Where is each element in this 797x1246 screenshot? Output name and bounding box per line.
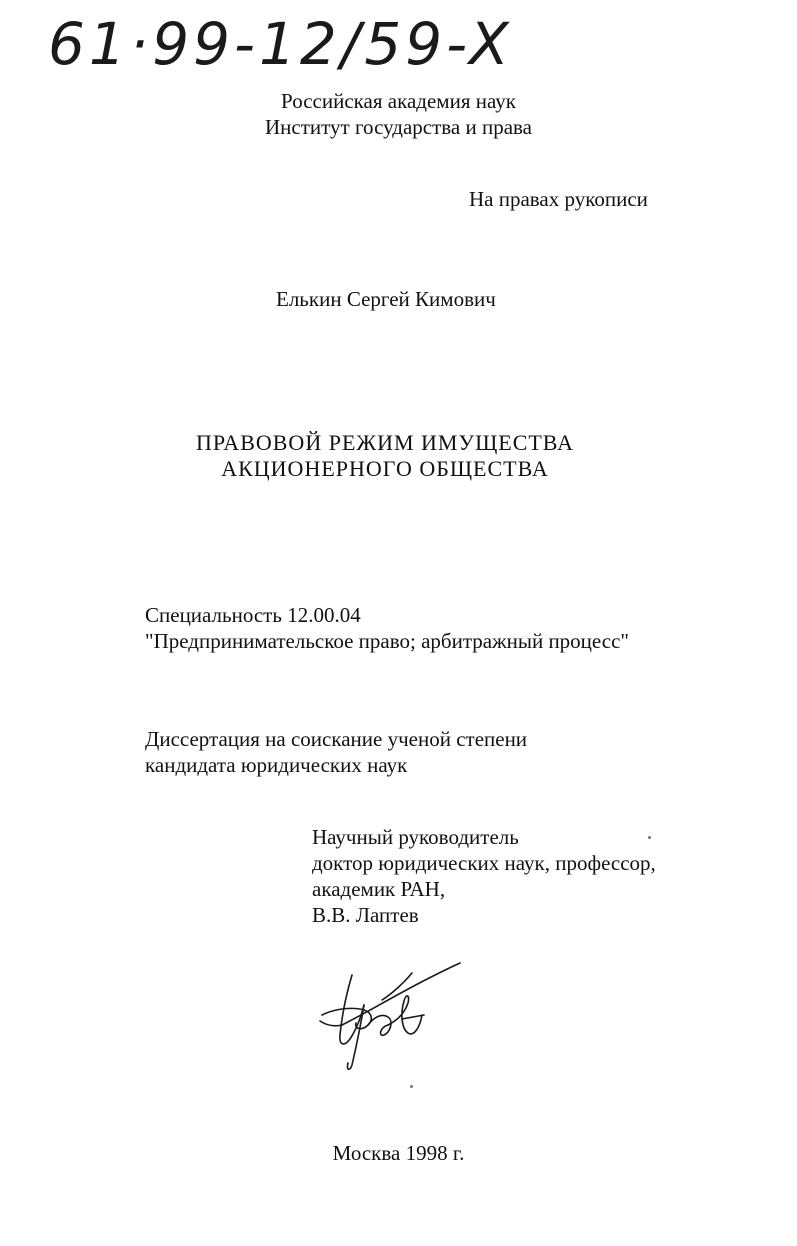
signature [312,955,472,1075]
thesis-title-line1: ПРАВОВОЙ РЕЖИМ ИМУЩЕСТВА [196,430,574,455]
supervisor-label: Научный руководитель [312,825,519,849]
thesis-title-line2: АКЦИОНЕРНОГО ОБЩЕСТВА [221,456,549,481]
institute-name: Институт государства и права [264,115,533,139]
handwritten-number-drawing [48,4,608,84]
specialty-code: Специальность 12.00.04 [145,603,361,627]
academy-name: Российская академия наук [281,89,516,113]
supervisor-name: В.В. Лаптев [312,903,419,927]
handwritten-catalog-number [48,4,608,84]
handwritten-number-text: 61·99-12/59-X [48,10,513,78]
dissertation-degree-line1: Диссертация на соискание ученой степени [145,727,528,751]
supervisor-rank: академик РАН, [312,877,446,901]
dissertation-degree-line2: кандидата юридических наук [145,753,408,777]
supervisor-degree: доктор юридических наук, профессор, [312,851,656,875]
manuscript-rights: На правах рукописи [469,187,648,211]
scan-speck [410,1085,413,1088]
city-year: Москва 1998 г. [332,1141,465,1165]
scan-speck [648,836,651,839]
author-name: Елькин Сергей Кимович [276,287,496,311]
specialty-name: "Предпринимательское право; арбитражный процесс" [145,629,629,653]
signature-drawing [312,955,472,1075]
